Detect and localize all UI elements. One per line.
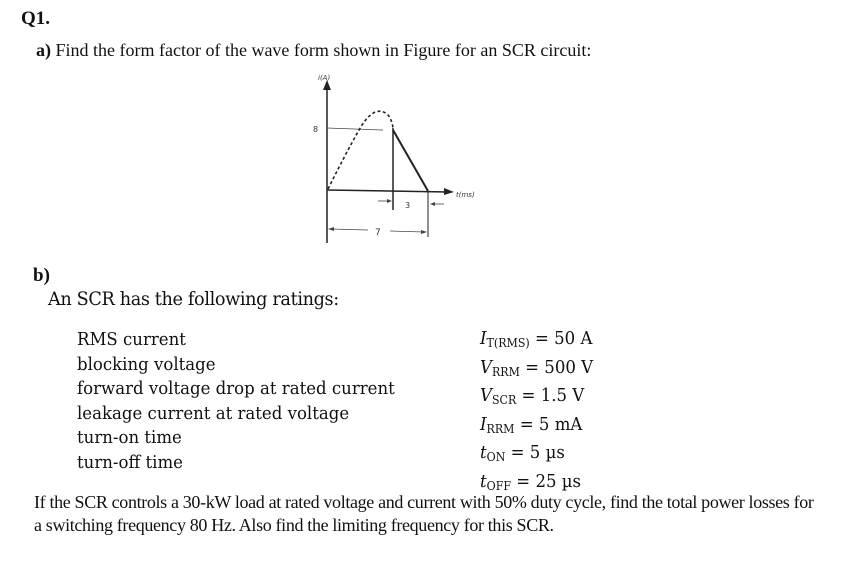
rating-label: turn-off time bbox=[77, 451, 183, 473]
part-b-label: b) bbox=[33, 265, 50, 286]
question-number: Q1. bbox=[21, 8, 51, 29]
rating-value bbox=[480, 384, 593, 413]
rating-value bbox=[480, 356, 593, 385]
rating-label: leakage current at rated voltage bbox=[77, 402, 350, 424]
rating-value bbox=[480, 413, 593, 442]
x-axis-label: t(ms) bbox=[456, 191, 475, 199]
rating-value bbox=[480, 327, 593, 356]
period-label: 7 bbox=[375, 228, 381, 238]
rating-symbol: V bbox=[480, 356, 492, 378]
rating-symbol: V bbox=[480, 385, 492, 406]
waveform-figure bbox=[280, 70, 510, 250]
rating-subscript: RRM bbox=[491, 364, 520, 379]
rating-subscript: T(RMS) bbox=[486, 336, 530, 350]
rating-subscript: ON bbox=[486, 450, 506, 464]
rating-label: blocking voltage bbox=[77, 353, 216, 375]
rating-subscript: SCR bbox=[491, 393, 517, 407]
part-b-intro: An SCR has the following ratings: bbox=[48, 288, 339, 310]
rating-subscript: RRM bbox=[486, 421, 515, 436]
rating-symbol: t bbox=[480, 470, 487, 492]
rating-amount: = 5 mA bbox=[519, 413, 583, 435]
rating-amount: = 1.5 V bbox=[521, 385, 585, 406]
rating-symbol: t bbox=[480, 442, 487, 463]
rating-value bbox=[480, 441, 593, 470]
rating-amount: = 25 µs bbox=[516, 470, 582, 492]
rating-label: forward voltage drop at rated current bbox=[77, 378, 395, 399]
y-axis-label: i(A) bbox=[318, 74, 331, 82]
rating-label: RMS current bbox=[77, 329, 186, 350]
rating-subscript: OFF bbox=[486, 478, 512, 493]
fall-time-label: 3 bbox=[405, 201, 411, 210]
rating-amount: = 500 V bbox=[525, 356, 594, 378]
part-b-question: If the SCR controls a 30-kW load at rated voltage and current with 50% duty cycle, find the total power losses for a switching frequency 80 Hz. Also find the limiting frequency for this SCR. bbox=[34, 492, 814, 535]
rating-label: turn-on time bbox=[77, 427, 182, 448]
ratings-labels bbox=[77, 328, 395, 475]
part-a-prompt bbox=[36, 40, 591, 61]
rating-amount: = 5 µs bbox=[510, 442, 565, 463]
rating-symbol: I bbox=[480, 328, 487, 349]
ratings-values bbox=[480, 327, 593, 498]
peak-value-label: 8 bbox=[313, 125, 319, 134]
rating-symbol: I bbox=[480, 413, 487, 435]
part-a-label: a) bbox=[36, 40, 51, 60]
rating-amount: = 50 A bbox=[534, 328, 593, 349]
part-a-text: Find the form factor of the wave form shown in Figure for an SCR circuit: bbox=[55, 40, 592, 60]
